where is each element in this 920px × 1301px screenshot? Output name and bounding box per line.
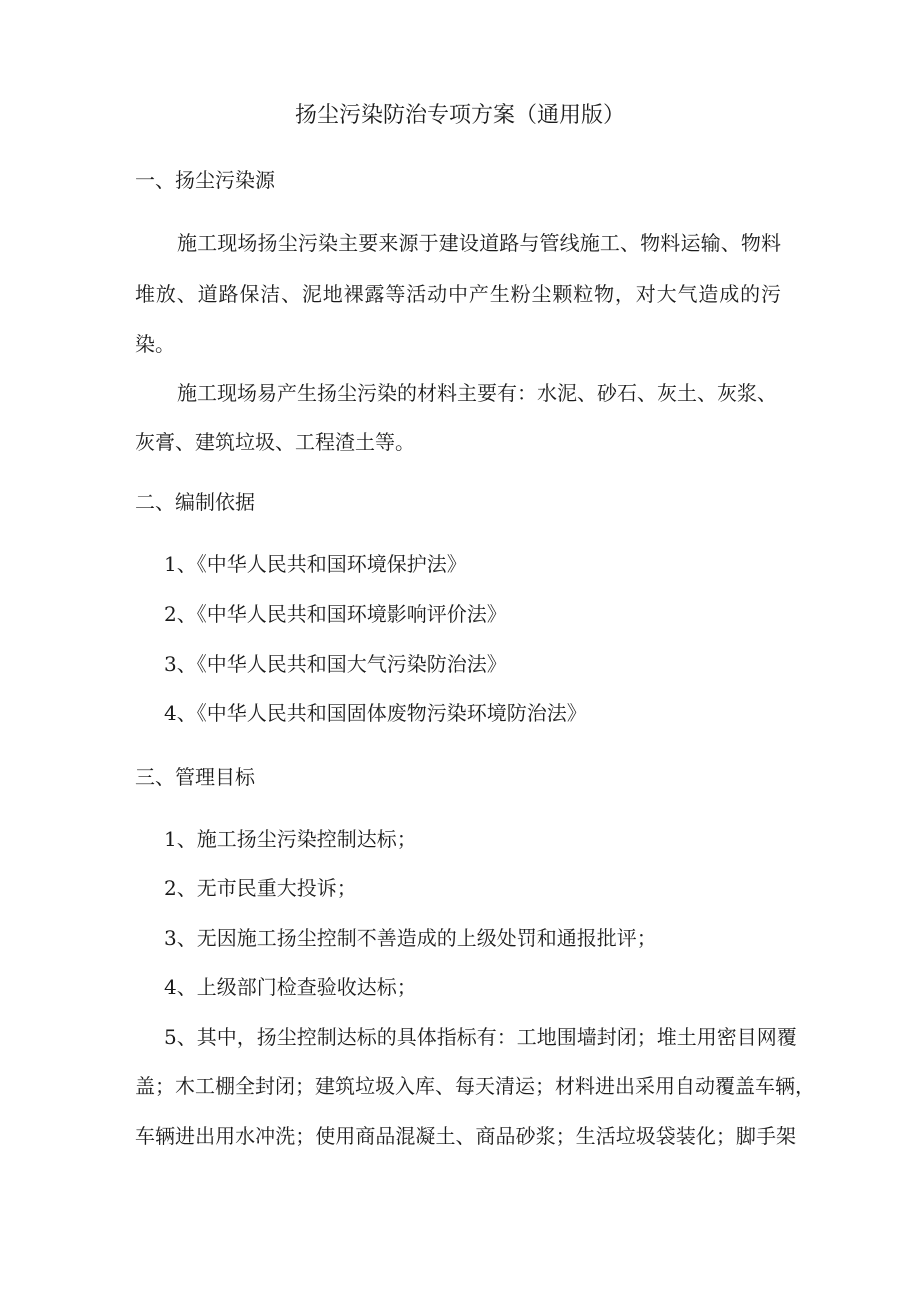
list-item: 1、《中华人民共和国环境保护法》	[164, 552, 467, 576]
list-item: 2、《中华人民共和国环境影响评价法》	[164, 602, 507, 626]
list-item: 4、《中华人民共和国固体废物污染环境防治法》	[164, 701, 587, 725]
section-heading-management-goals: 三、管理目标	[135, 765, 255, 789]
paragraph-line: 5、其中，扬尘控制达标的具体指标有：工地围墙封闭；堆土用密目网覆	[164, 1025, 797, 1049]
list-item: 4、上级部门检查验收达标；	[164, 975, 417, 999]
list-item: 3、无因施工扬尘控制不善造成的上级处罚和通报批评；	[164, 926, 657, 950]
paragraph-line: 堆放、道路保洁、泥地裸露等活动中产生粉尘颗粒物，对大气造成的污	[135, 282, 781, 306]
paragraph-line: 灰膏、建筑垃圾、工程渣土等。	[135, 430, 415, 454]
section-heading-pollution-sources: 一、扬尘污染源	[135, 168, 275, 192]
paragraph-line: 施工现场扬尘污染主要来源于建设道路与管线施工、物料运输、物料	[177, 231, 781, 255]
section-heading-basis: 二、编制依据	[135, 490, 255, 514]
paragraph-line: 盖；木工棚全封闭；建筑垃圾入库、每天清运；材料进出采用自动覆盖车辆，	[135, 1074, 815, 1098]
paragraph-line: 车辆进出用水冲洗；使用商品混凝土、商品砂浆；生活垃圾袋装化；脚手架	[135, 1124, 796, 1148]
list-item: 3、《中华人民共和国大气污染防治法》	[164, 652, 507, 676]
paragraph-line: 施工现场易产生扬尘污染的材料主要有：水泥、砂石、灰土、灰浆、	[177, 381, 777, 405]
paragraph-line: 染。	[135, 332, 175, 356]
document-title: 扬尘污染防治专项方案（通用版）	[294, 103, 625, 128]
list-item: 1、施工扬尘污染控制达标；	[164, 827, 417, 851]
list-item: 2、无市民重大投诉；	[164, 876, 357, 900]
